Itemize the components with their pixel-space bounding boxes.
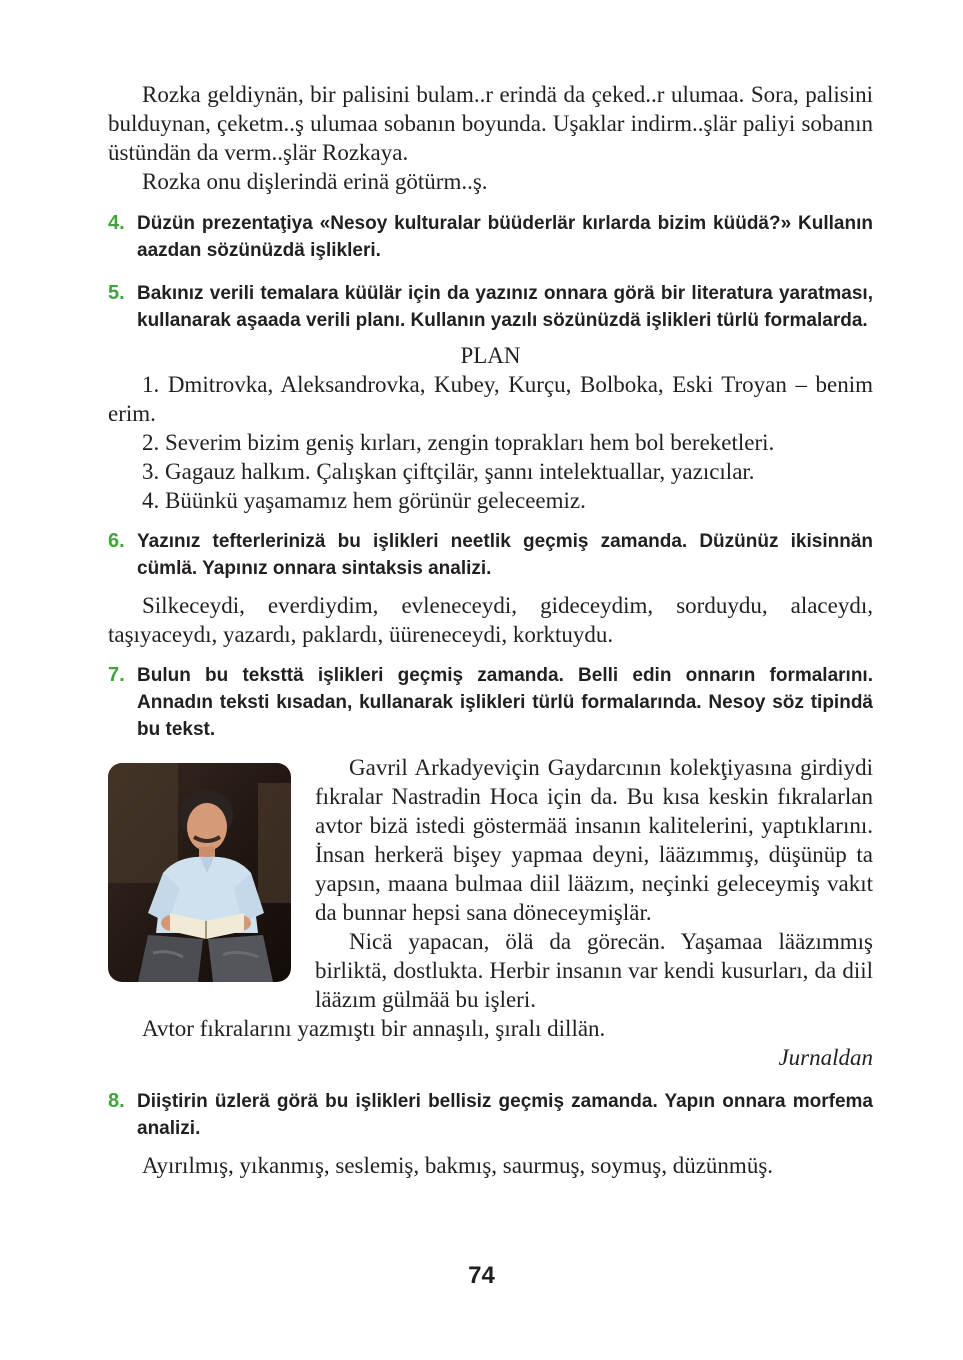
wrapped-text	[315, 753, 873, 1014]
plan-item-4: 4. Büünkü yaşamamız hem görünür geleceemiz.	[142, 488, 586, 513]
reading-paragraph-2: Nicä yapacan, ölä da görecän. Yaşamaa lääzımmış birliktä, dostlukta. Herbir insanın var kendi kusurları, da diil lääzım gülmää bu işleri.	[315, 929, 873, 1012]
task-7	[108, 662, 873, 743]
page-number: 74	[468, 1262, 495, 1289]
task-4	[108, 210, 873, 264]
plan-title: PLAN	[460, 343, 521, 368]
plan-item-2: 2. Severim bizim geniş kırları, zengin toprakları hem bol bereketleri.	[142, 430, 775, 455]
task-4-text: Düzün prezentaţiya «Nesoy kulturalar büüderlär kırlarda bizim küüdä?» Kullanın aazdan sözünüzdä işlikleri.	[137, 213, 873, 261]
task-8-number: 8.	[108, 1090, 125, 1112]
intro-paragraph-2: Rozka onu dişlerindä erinä götürm..ş.	[142, 169, 488, 194]
task-6-words: Silkeceydi, everdiydim, evleneceydi, gideceydim, sorduydu, alaceydı, taşıyaceydı, yazardı, paklardı, üüreneceydi, korktuydu.	[108, 593, 873, 647]
task-5	[108, 280, 873, 334]
reading-paragraph-1: Gavril Arkadyeviçin Gaydarcının kolekţiyasına girdiydi fıkralar Nastradin Hoca için da. Bu kısa keskin fıkralarlan avtor bizä istedi göstermää insanın kalitelerini, yaptıklarını. İnsan herkerä bişey yapmaa deyni, lääzımmış, düşünüp ta yapsın, maana bulmaa diil lääzım, neçinki geleceymiş vakıt da bunnar hepsi sana döneceymişlär.	[315, 755, 873, 925]
plan-item-3: 3. Gagauz halkım. Çalışkan çiftçilär, şannı intelektuallar, yazıcılar.	[142, 459, 755, 484]
intro-paragraph-1: Rozka geldiynän, bir palisini bulam..r erindä da çeked..r ulumaa. Sora, palisini bulduynan, çeketm..ş ulumaa sobanın boyunda. Uşaklar indirm..şlär paliyi sobanın üstündän da verm..şlär Rozkaya.	[108, 82, 873, 165]
task-5-number: 5.	[108, 282, 125, 304]
task-6-text: Yazınız tefterlerinizä bu işlikleri neetlik geçmiş zamanda. Düzünüz ikisinnän cümlä. Yapınız onnara sintaksis analizi.	[137, 531, 873, 579]
task-6-number: 6.	[108, 530, 125, 552]
reading-source: Jurnaldan	[778, 1045, 873, 1070]
task-6	[108, 528, 873, 582]
task-8-text: Diiştirin üzlerä görä bu işlikleri bellisiz geçmiş zamanda. Yapın onnara morfema analizi.	[137, 1091, 873, 1139]
task-7-text: Bulun bu teksttä işlikleri geçmiş zamanda. Belli edin onnarın formalarını. Annadın teksti kısadan, kullanarak işlikleri türlü formalarında. Nesoy söz tipindä bu tekst.	[137, 665, 873, 740]
task-7-number: 7.	[108, 664, 125, 686]
plan-item-1: 1. Dmitrovka, Aleksandrovka, Kubey, Kurçu, Bolboka, Eski Troyan – benim erim.	[108, 372, 873, 426]
task-8	[108, 1088, 873, 1142]
reading-paragraph-3: Avtor fıkralarını yazmıştı bir annaşılı, şıralı dillän.	[142, 1016, 606, 1041]
page-content	[108, 80, 873, 1180]
task-5-text: Bakınız verili temalara küülär için da yazınız onnara görä bir literatura yaratması, kullanarak aşaada verili planı. Kullanın yazılı sözünüzdä işlikleri türlü formalarda.	[137, 283, 873, 331]
task-4-number: 4.	[108, 212, 125, 234]
task-8-words: Ayırılmış, yıkanmış, seslemiş, bakmış, saurmuş, soymuş, düzünmüş.	[142, 1153, 774, 1178]
reading-text-block	[108, 753, 873, 1014]
author-photo	[108, 763, 291, 982]
